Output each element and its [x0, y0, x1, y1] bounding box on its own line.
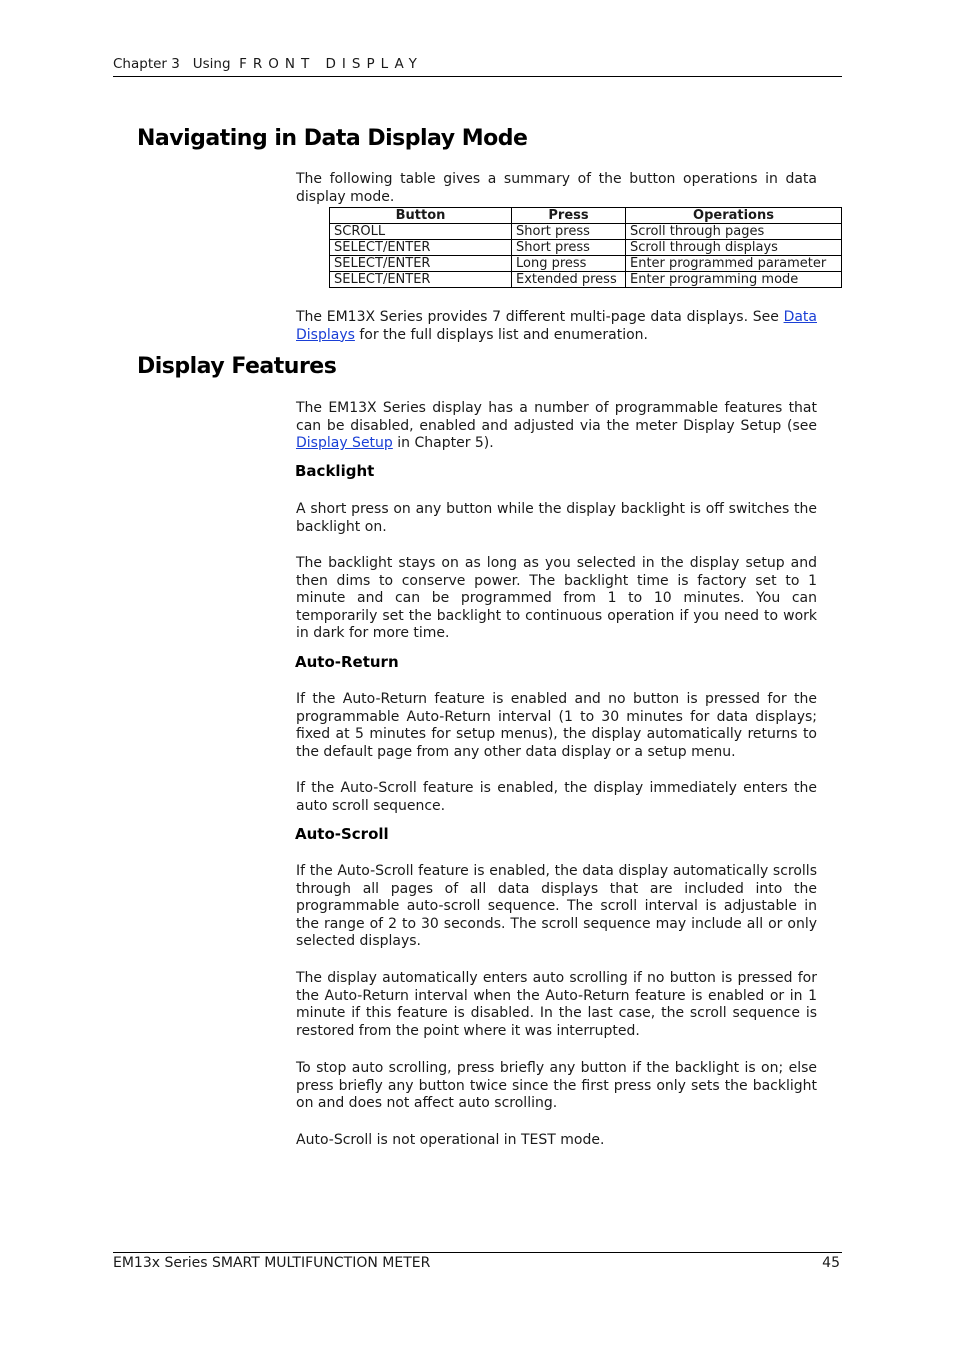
button-operations-table: [329, 207, 842, 288]
data-displays-paragraph: [296, 309, 817, 344]
section-heading-display-features: Display Features: [137, 354, 337, 379]
display-features-intro: [296, 400, 817, 453]
subheading-auto-return: Auto-Return: [295, 653, 399, 671]
paragraph-text: for the full displays list and enumeration.: [354, 326, 648, 343]
table-cell: SELECT/ENTER: [330, 272, 512, 288]
section-heading-navigating: Navigating in Data Display Mode: [137, 126, 528, 151]
auto-scroll-paragraph-1: If the Auto-Scroll feature is enabled, the data display automatically scrolls through all pages of all data displays that are included into the programmable auto-scroll sequence. The scroll interval is adjustable in the range of 2 to 30 seconds. The scroll sequence may include all or only selected displays.: [296, 863, 817, 950]
paragraph-text: The EM13X Series display has a number of programmable features that can be disabled, enabled and adjusted via the meter Display Setup (see: [296, 400, 817, 434]
auto-scroll-paragraph-3: To stop auto scrolling, press briefly any button if the backlight is on; else press briefly any button twice since the first press only sets the backlight on and does not affect auto scrolling.: [296, 1060, 817, 1112]
auto-scroll-paragraph-4: Auto-Scroll is not operational in TEST mode.: [296, 1132, 605, 1148]
table-header-row: [330, 208, 842, 224]
page-number: 45: [822, 1255, 840, 1271]
table-row: [330, 240, 842, 256]
table-cell: Scroll through displays: [626, 240, 842, 256]
table-row: [330, 256, 842, 272]
product-name: EM13x Series SMART MULTIFUNCTION METER: [113, 1255, 431, 1271]
subheading-auto-scroll: Auto-Scroll: [295, 825, 389, 843]
table-row: [330, 272, 842, 288]
table-cell: SELECT/ENTER: [330, 256, 512, 272]
data-displays-link[interactable]: Data Displays: [296, 309, 817, 343]
table-cell: Short press: [512, 224, 626, 240]
table-cell: Enter programmed parameter: [626, 256, 842, 272]
using-label: Using: [192, 56, 231, 72]
table-cell: Enter programming mode: [626, 272, 842, 288]
auto-return-paragraph-1: If the Auto-Return feature is enabled and no button is pressed for the programmable Auto-Return interval (1 to 30 minutes for data displays; fixed at 5 minutes for setup menus), the display automatically returns to the default page from any other data display or a setup menu.: [296, 691, 817, 760]
auto-scroll-paragraph-2: The display automatically enters auto scrolling if no button is pressed for the Auto-Return interval when the Auto-Return feature is enabled or in 1 minute if this feature is disabled. In the last case, the scroll sequence is restored from the point where it was interrupted.: [296, 970, 817, 1039]
page-footer: [113, 1252, 842, 1271]
column-header-press: Press: [512, 208, 626, 224]
backlight-paragraph-2: The backlight stays on as long as you selected in the display setup and then dims to conserve power. The backlight time is factory set to 1 minute and can be programmed from 1 to 10 minutes. You can temporarily set the backlight to continuous operation if you need to work in dark for more time.: [296, 555, 817, 642]
navigating-intro: The following table gives a summary of the button operations in data display mode.: [296, 171, 817, 205]
table-cell: Long press: [512, 256, 626, 272]
column-header-operations: Operations: [626, 208, 842, 224]
table-cell: SELECT/ENTER: [330, 240, 512, 256]
column-header-button: Button: [330, 208, 512, 224]
page-header: [113, 56, 842, 77]
table-row: [330, 224, 842, 240]
table-cell: Scroll through pages: [626, 224, 842, 240]
table-cell: Short press: [512, 240, 626, 256]
display-setup-link[interactable]: Display Setup: [296, 435, 393, 452]
backlight-paragraph-1: A short press on any button while the display backlight is off switches the backlight on.: [296, 501, 817, 535]
paragraph-text: in Chapter 5).: [392, 435, 494, 452]
table-cell: SCROLL: [330, 224, 512, 240]
chapter-title: FRONT DISPLAY: [239, 56, 423, 72]
table-cell: Extended press: [512, 272, 626, 288]
paragraph-text: The EM13X Series provides 7 different multi-page data displays. See: [296, 309, 784, 325]
chapter-label: Chapter 3: [113, 56, 180, 72]
subheading-backlight: Backlight: [295, 462, 375, 480]
auto-return-paragraph-2: If the Auto-Scroll feature is enabled, the display immediately enters the auto scroll sequence.: [296, 780, 817, 814]
